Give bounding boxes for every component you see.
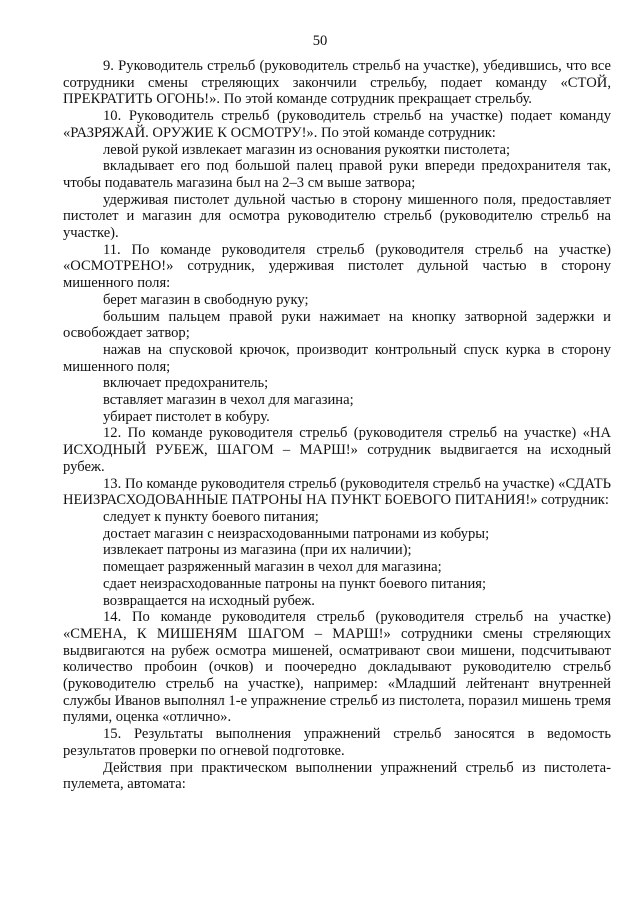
paragraph-15: 15. Результаты выполнения упражнений стрельб заносятся в ведомость результатов проверки по огневой подготовке. xyxy=(63,726,611,759)
list-item: берет магазин в свободную руку; xyxy=(103,291,309,308)
list-item: левой рукой извлекает магазин из основания рукоятки пистолета; xyxy=(103,141,511,158)
paragraph-actions-intro: Действия при практическом выполнении упражнений стрельб из пистолета-пулемета, автомата: xyxy=(63,759,611,793)
paragraph-11: 11. По команде руководителя стрельб (руководителя стрельб на участке) «ОСМОТРЕНО!» сотрудник, удерживая пистолет дульной частью в сторону мишенного поля: xyxy=(63,241,611,292)
paragraph-10: 10. Руководитель стрельб (руководитель стрельб на участке) подает команду «РАЗРЯЖАЙ. ОРУЖИЕ К ОСМОТРУ!». По этой команде сотрудник: xyxy=(63,108,611,141)
list-item: помещает разряженный магазин в чехол для магазина; xyxy=(103,559,442,576)
list-item: включает предохранитель; xyxy=(103,375,269,392)
list-item: нажав на спусковой крючок, производит контрольный спуск курка в сторону мишенного поля; xyxy=(63,341,611,375)
list-item: большим пальцем правой руки нажимает на кнопку затворной задержки и освобождает затвор; xyxy=(63,308,611,342)
list-item: удерживая пистолет дульной частью в сторону мишенного поля, предоставляет пистолет и магазин для осмотра руководителю стрельб (руководителю стрельб на участке). xyxy=(63,191,611,242)
list-item: вкладывает его под большой палец правой руки впереди предохранителя так, чтобы подаватель магазина был на 2–3 см выше затвора; xyxy=(63,158,611,191)
list-item: извлекает патроны из магазина (при их наличии); xyxy=(103,542,412,559)
list-item: достает магазин с неизрасходованными патронами из кобуры; xyxy=(103,525,490,542)
page-number: 50 xyxy=(312,33,328,49)
list-item: следует к пункту боевого питания; xyxy=(103,508,319,525)
list-item: вставляет магазин в чехол для магазина; xyxy=(103,392,354,409)
paragraph-14: 14. По команде руководителя стрельб (руководителя стрельб на участке) «СМЕНА, К МИШЕНЯМ ШАГОМ – МАРШ!» сотрудники смены стреляющих выдвигаются на рубеж осмотра мишеней, осматривают свои мишени, подсчитывают количество пробоин (очков) и поочередно докладывают руководителю стрельб (руководителю стрельб на участке), например: «Младший лейтенант внутренней службы Иванов выполнял 1-е упражнение стрельб из пистолета, поразил мишень тремя пулями, оценка «отлично». xyxy=(63,609,611,726)
paragraph-13: 13. По команде руководителя стрельб (руководителя стрельб на участке) «СДАТЬ НЕИЗРАСХОДОВАННЫЕ ПАТРОНЫ НА ПУНКТ БОЕВОГО ПИТАНИЯ!» сотрудник: xyxy=(63,475,611,509)
paragraph-12: 12. По команде руководителя стрельб (руководителя стрельб на участке) «НА ИСХОДНЫЙ РУБЕЖ, ШАГОМ – МАРШ!» сотрудник выдвигается на исходный рубеж. xyxy=(63,425,611,475)
list-item: сдает неизрасходованные патроны на пункт боевого питания; xyxy=(103,575,487,592)
list-item: возвращается на исходный рубеж. xyxy=(103,592,315,609)
list-item: убирает пистолет в кобуру. xyxy=(103,408,270,425)
document-body xyxy=(63,58,611,793)
paragraph-9: 9. Руководитель стрельб (руководитель стрельб на участке), убедившись, что все сотрудники смены стреляющих закончили стрельбу, подает команду «СТОЙ, ПРЕКРАТИТЬ ОГОНЬ!». По этой команде сотрудник прекращает стрельбу. xyxy=(63,58,611,108)
